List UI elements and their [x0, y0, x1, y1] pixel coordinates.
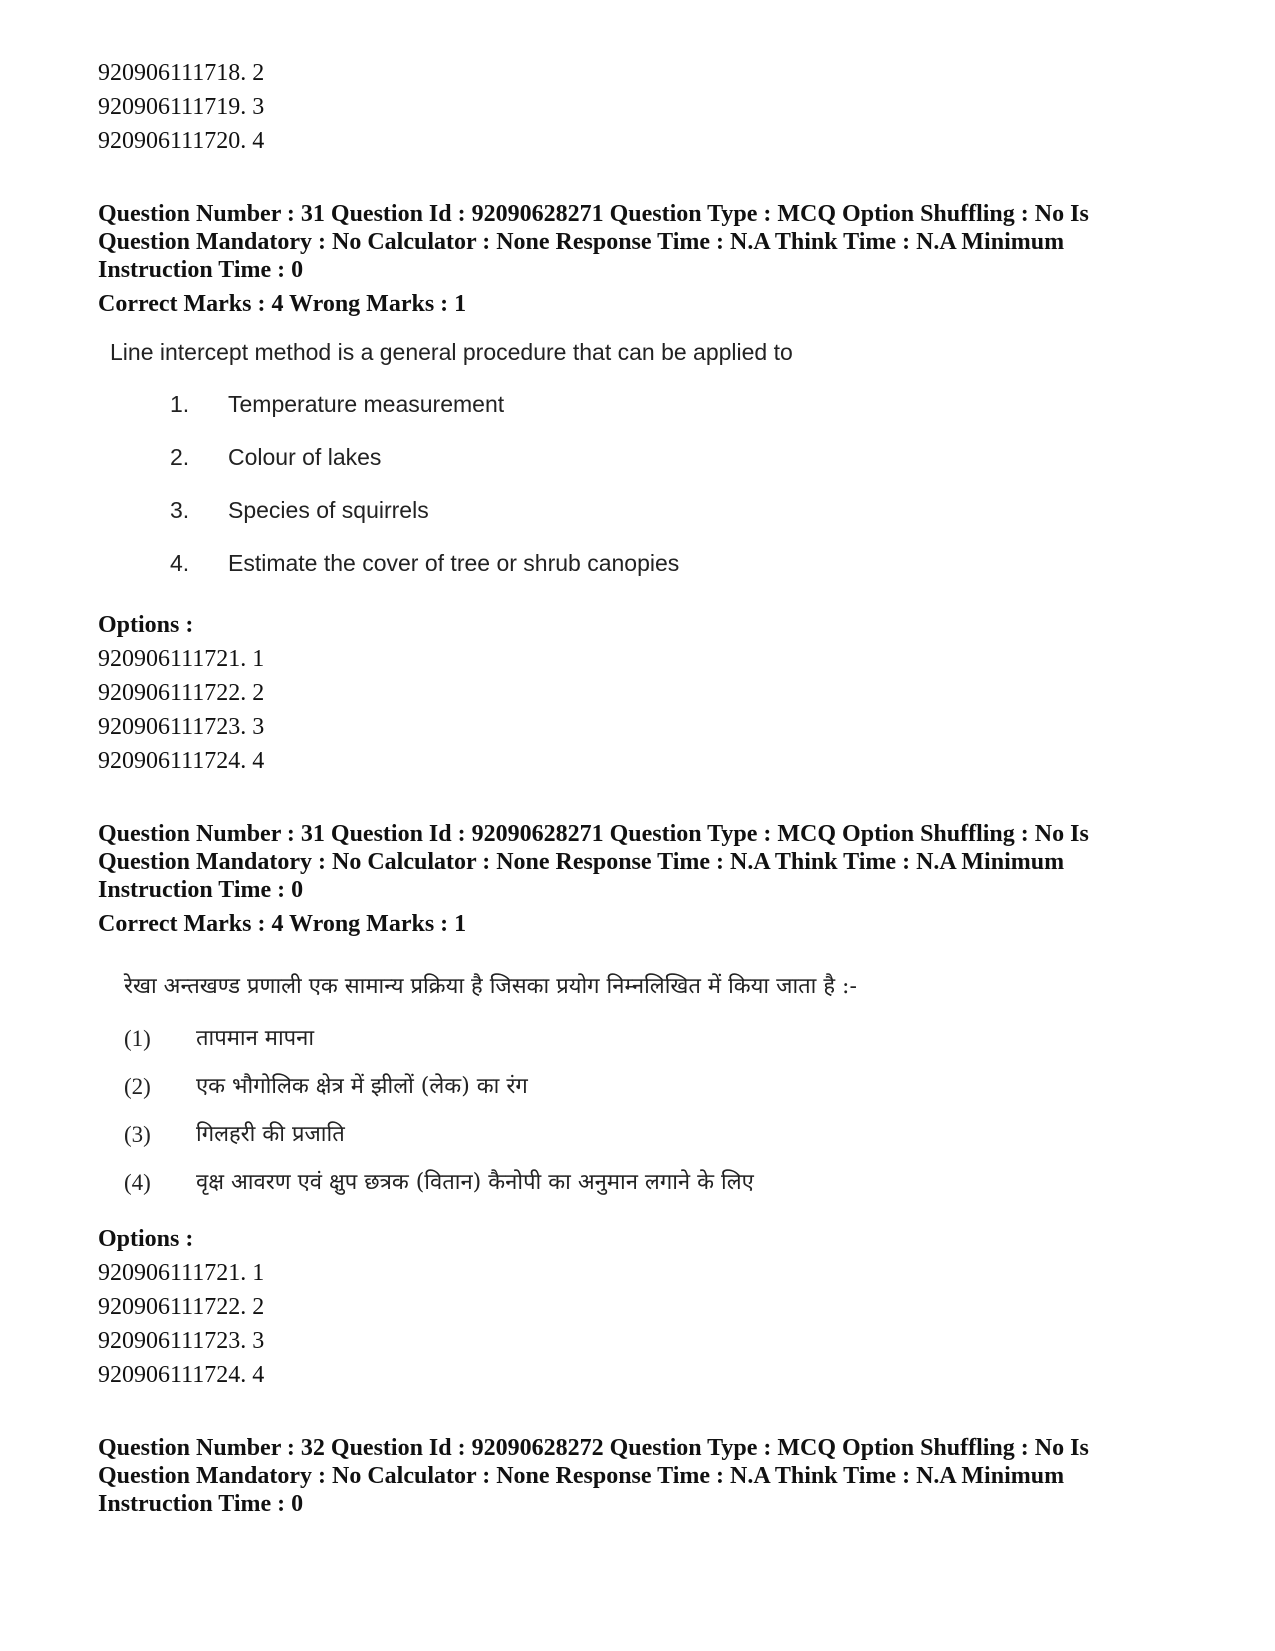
previous-options-list	[98, 56, 1178, 158]
option-line: 920906111723. 3	[98, 1328, 265, 1354]
question-header: Question Number : 31 Question Id : 92090628271 Question Type : MCQ Option Shuffling : No Is Question Mandatory : No Calculator : None Response Time : N.A Think Time : N.A Minimum Instruction Time : 0	[98, 201, 1089, 283]
item-text: Temperature measurement	[228, 391, 505, 417]
item-text: Estimate the cover of tree or shrub canopies	[228, 550, 680, 576]
item-number: 2.	[170, 444, 190, 470]
question-header: Question Number : 31 Question Id : 92090628271 Question Type : MCQ Option Shuffling : No Is Question Mandatory : No Calculator : None Response Time : N.A Think Time : N.A Minimum Instruction Time : 0	[98, 821, 1089, 903]
question-31-hindi	[98, 820, 1178, 1392]
question-item	[98, 496, 1178, 549]
option-line: 920906111724. 4	[98, 1362, 265, 1388]
item-text: Colour of lakes	[228, 444, 382, 470]
document-page	[98, 56, 1178, 1518]
question-item	[98, 1168, 1178, 1216]
options-label: Options :	[98, 612, 194, 638]
item-number: 4.	[170, 550, 190, 576]
item-text: एक भौगोलिक क्षेत्र में झीलों (लेक) का रंग	[196, 1074, 528, 1099]
option-line: 920906111721. 1	[98, 1260, 265, 1286]
option-line: 920906111723. 3	[98, 714, 265, 740]
item-text: तापमान मापना	[196, 1026, 315, 1051]
question-items	[98, 390, 1178, 602]
question-items	[98, 1024, 1178, 1216]
item-number: (3)	[124, 1122, 151, 1147]
item-text: वृक्ष आवरण एवं क्षुप छत्रक (वितान) कैनोपी का अनुमान लगाने के लिए	[196, 1170, 754, 1195]
options-list	[98, 1256, 1178, 1392]
item-number: (4)	[124, 1170, 151, 1195]
option-line: 920906111722. 2	[98, 680, 265, 706]
option-line: 920906111724. 4	[98, 748, 265, 774]
question-header: Question Number : 32 Question Id : 92090628272 Question Type : MCQ Option Shuffling : No Is Question Mandatory : No Calculator : None Response Time : N.A Think Time : N.A Minimum Instruction Time : 0	[98, 1435, 1089, 1517]
question-31-english	[98, 200, 1178, 778]
question-item	[98, 1072, 1178, 1120]
option-line: 920906111720. 4	[98, 128, 265, 154]
item-number: (2)	[124, 1074, 151, 1099]
question-item	[98, 1024, 1178, 1072]
option-line: 920906111719. 3	[98, 94, 265, 120]
question-32	[98, 1434, 1178, 1518]
question-item	[98, 390, 1178, 443]
item-text: गिलहरी की प्रजाति	[196, 1122, 345, 1147]
item-number: 1.	[170, 391, 190, 417]
marks-line: Correct Marks : 4 Wrong Marks : 1	[98, 911, 467, 937]
marks-line: Correct Marks : 4 Wrong Marks : 1	[98, 291, 467, 317]
option-line: 920906111721. 1	[98, 646, 265, 672]
question-text: रेखा अन्तखण्ड प्रणाली एक सामान्य प्रक्रिया है जिसका प्रयोग निम्नलिखित में किया जाता है :-	[124, 974, 857, 999]
question-text: Line intercept method is a general procedure that can be applied to	[110, 339, 793, 365]
item-number: 3.	[170, 497, 190, 523]
question-item	[98, 1120, 1178, 1168]
options-label: Options :	[98, 1226, 194, 1252]
item-text: Species of squirrels	[228, 497, 429, 523]
question-item	[98, 549, 1178, 602]
question-item	[98, 443, 1178, 496]
options-list	[98, 642, 1178, 778]
option-line: 920906111722. 2	[98, 1294, 265, 1320]
item-number: (1)	[124, 1026, 151, 1051]
option-line: 920906111718. 2	[98, 60, 265, 86]
